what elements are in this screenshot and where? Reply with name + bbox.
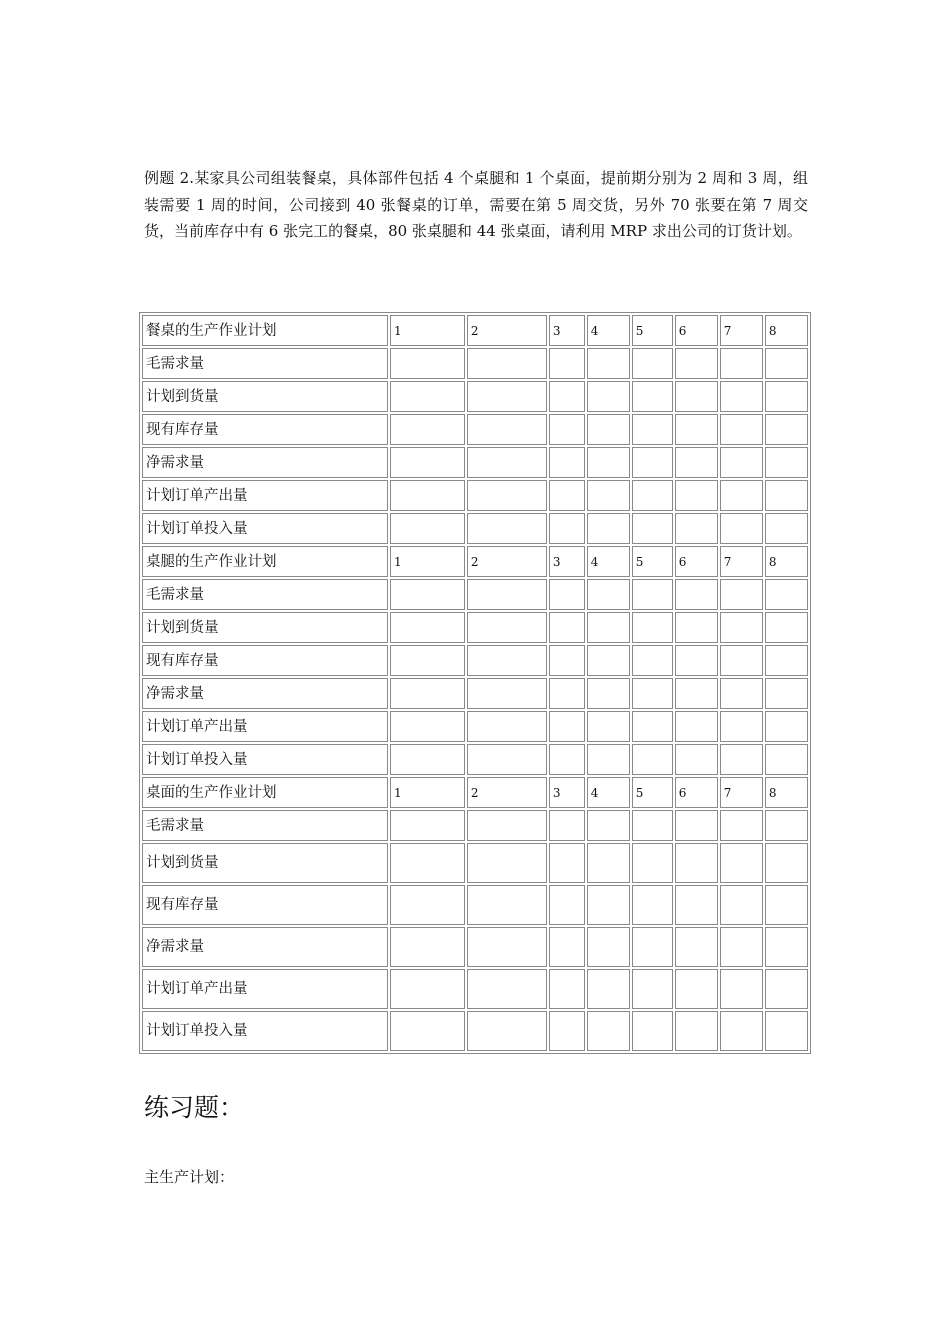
row-label: 计划订单投入量 <box>142 1011 388 1051</box>
period-number: 3 <box>549 315 585 346</box>
empty-cell <box>632 381 673 412</box>
period-number: 4 <box>587 777 630 808</box>
row-label: 毛需求量 <box>142 810 388 841</box>
empty-cell <box>549 381 585 412</box>
plan-row <box>142 744 808 775</box>
period-number: 5 <box>632 777 673 808</box>
empty-cell <box>675 414 718 445</box>
row-label: 净需求量 <box>142 678 388 709</box>
empty-cell <box>675 810 718 841</box>
period-number: 2 <box>467 777 547 808</box>
empty-cell <box>549 348 585 379</box>
empty-cell <box>765 513 808 544</box>
period-number: 6 <box>675 315 718 346</box>
plan-row <box>142 678 808 709</box>
plan-header-row <box>142 777 808 808</box>
plan-row <box>142 810 808 841</box>
empty-cell <box>587 927 630 967</box>
empty-cell <box>765 381 808 412</box>
empty-cell <box>765 348 808 379</box>
empty-cell <box>765 447 808 478</box>
empty-cell <box>632 744 673 775</box>
empty-cell <box>467 744 547 775</box>
row-label: 计划订单产出量 <box>142 969 388 1009</box>
empty-cell <box>549 711 585 742</box>
empty-cell <box>467 414 547 445</box>
empty-cell <box>549 447 585 478</box>
empty-cell <box>632 711 673 742</box>
empty-cell <box>632 348 673 379</box>
empty-cell <box>765 885 808 925</box>
empty-cell <box>467 513 547 544</box>
row-label: 计划到货量 <box>142 381 388 412</box>
empty-cell <box>390 348 465 379</box>
plan-row <box>142 1011 808 1051</box>
empty-cell <box>632 927 673 967</box>
plan-title: 餐桌的生产作业计划 <box>142 315 388 346</box>
row-label: 毛需求量 <box>142 579 388 610</box>
period-number: 5 <box>632 546 673 577</box>
empty-cell <box>467 480 547 511</box>
empty-cell <box>720 810 763 841</box>
plan-row <box>142 414 808 445</box>
empty-cell <box>765 969 808 1009</box>
empty-cell <box>675 711 718 742</box>
exercise-heading: 练习题： <box>144 1093 245 1122</box>
empty-cell <box>720 414 763 445</box>
empty-cell <box>675 513 718 544</box>
empty-cell <box>587 348 630 379</box>
empty-cell <box>675 447 718 478</box>
empty-cell <box>632 678 673 709</box>
row-label: 计划订单产出量 <box>142 480 388 511</box>
period-number: 1 <box>390 777 465 808</box>
empty-cell <box>632 447 673 478</box>
empty-cell <box>390 843 465 883</box>
empty-cell <box>467 927 547 967</box>
empty-cell <box>549 480 585 511</box>
empty-cell <box>587 1011 630 1051</box>
plan-row <box>142 480 808 511</box>
empty-cell <box>720 678 763 709</box>
empty-cell <box>390 447 465 478</box>
row-label: 计划订单投入量 <box>142 513 388 544</box>
empty-cell <box>390 513 465 544</box>
empty-cell <box>587 885 630 925</box>
empty-cell <box>720 612 763 643</box>
empty-cell <box>390 1011 465 1051</box>
empty-cell <box>549 744 585 775</box>
empty-cell <box>587 843 630 883</box>
row-label: 计划订单投入量 <box>142 744 388 775</box>
empty-cell <box>587 513 630 544</box>
empty-cell <box>390 414 465 445</box>
row-label: 现有库存量 <box>142 645 388 676</box>
empty-cell <box>390 645 465 676</box>
empty-cell <box>632 1011 673 1051</box>
empty-cell <box>765 1011 808 1051</box>
empty-cell <box>765 645 808 676</box>
empty-cell <box>720 513 763 544</box>
empty-cell <box>549 843 585 883</box>
empty-cell <box>765 744 808 775</box>
period-number: 5 <box>632 315 673 346</box>
empty-cell <box>675 612 718 643</box>
empty-cell <box>720 711 763 742</box>
period-number: 4 <box>587 315 630 346</box>
mrp-table-body <box>142 315 808 1051</box>
period-number: 8 <box>765 546 808 577</box>
plan-header-row <box>142 546 808 577</box>
plan-row <box>142 513 808 544</box>
empty-cell <box>587 447 630 478</box>
empty-cell <box>549 645 585 676</box>
problem-statement: 例题 2.某家具公司组装餐桌，具体部件包括 4 个桌腿和 1 个桌面，提前期分别为 2 周和 3 周，组装需要 1 周的时间，公司接到 40 张餐桌的订单，需要在第 5 周交货，另外 70 张要在第 7 周交货，当前库存中有 6 张完工的餐桌，80 张桌腿和 44 张桌面，请利用 MRP 求出公司的订货计划。 <box>144 169 808 240</box>
empty-cell <box>720 927 763 967</box>
empty-cell <box>587 810 630 841</box>
empty-cell <box>549 612 585 643</box>
row-label: 计划订单产出量 <box>142 711 388 742</box>
empty-cell <box>587 969 630 1009</box>
empty-cell <box>675 381 718 412</box>
empty-cell <box>549 885 585 925</box>
period-number: 6 <box>675 777 718 808</box>
empty-cell <box>467 1011 547 1051</box>
period-number: 3 <box>549 546 585 577</box>
empty-cell <box>632 645 673 676</box>
period-number: 2 <box>467 315 547 346</box>
master-schedule-label: 主生产计划： <box>144 1168 235 1186</box>
plan-title: 桌面的生产作业计划 <box>142 777 388 808</box>
plan-row <box>142 381 808 412</box>
row-label: 计划到货量 <box>142 612 388 643</box>
empty-cell <box>467 381 547 412</box>
empty-cell <box>467 645 547 676</box>
empty-cell <box>549 414 585 445</box>
empty-cell <box>765 927 808 967</box>
empty-cell <box>390 381 465 412</box>
empty-cell <box>467 969 547 1009</box>
empty-cell <box>675 885 718 925</box>
empty-cell <box>390 480 465 511</box>
empty-cell <box>549 969 585 1009</box>
empty-cell <box>587 744 630 775</box>
empty-cell <box>632 843 673 883</box>
empty-cell <box>390 711 465 742</box>
empty-cell <box>765 612 808 643</box>
empty-cell <box>720 969 763 1009</box>
empty-cell <box>549 1011 585 1051</box>
empty-cell <box>765 480 808 511</box>
empty-cell <box>720 381 763 412</box>
empty-cell <box>720 348 763 379</box>
empty-cell <box>765 579 808 610</box>
empty-cell <box>675 927 718 967</box>
empty-cell <box>467 447 547 478</box>
empty-cell <box>587 381 630 412</box>
empty-cell <box>587 414 630 445</box>
empty-cell <box>720 447 763 478</box>
empty-cell <box>720 843 763 883</box>
empty-cell <box>720 1011 763 1051</box>
empty-cell <box>549 513 585 544</box>
empty-cell <box>632 612 673 643</box>
plan-row <box>142 843 808 883</box>
plan-title: 桌腿的生产作业计划 <box>142 546 388 577</box>
empty-cell <box>467 885 547 925</box>
empty-cell <box>467 678 547 709</box>
row-label: 净需求量 <box>142 447 388 478</box>
period-number: 1 <box>390 546 465 577</box>
empty-cell <box>765 711 808 742</box>
row-label: 计划到货量 <box>142 843 388 883</box>
empty-cell <box>675 645 718 676</box>
empty-cell <box>390 744 465 775</box>
empty-cell <box>549 927 585 967</box>
plan-row <box>142 447 808 478</box>
period-number: 8 <box>765 777 808 808</box>
row-label: 现有库存量 <box>142 885 388 925</box>
empty-cell <box>467 348 547 379</box>
empty-cell <box>720 744 763 775</box>
empty-cell <box>390 678 465 709</box>
empty-cell <box>632 480 673 511</box>
empty-cell <box>632 969 673 1009</box>
empty-cell <box>720 579 763 610</box>
empty-cell <box>587 612 630 643</box>
plan-row <box>142 927 808 967</box>
empty-cell <box>390 885 465 925</box>
period-number: 2 <box>467 546 547 577</box>
period-number: 1 <box>390 315 465 346</box>
plan-row <box>142 969 808 1009</box>
plan-row <box>142 579 808 610</box>
plan-header-row <box>142 315 808 346</box>
plan-row <box>142 885 808 925</box>
plan-row <box>142 645 808 676</box>
period-number: 7 <box>720 546 763 577</box>
period-number: 7 <box>720 777 763 808</box>
empty-cell <box>765 843 808 883</box>
empty-cell <box>467 711 547 742</box>
empty-cell <box>467 843 547 883</box>
empty-cell <box>390 612 465 643</box>
empty-cell <box>675 579 718 610</box>
row-label: 现有库存量 <box>142 414 388 445</box>
empty-cell <box>632 810 673 841</box>
plan-row <box>142 711 808 742</box>
plan-row <box>142 348 808 379</box>
row-label: 毛需求量 <box>142 348 388 379</box>
empty-cell <box>549 579 585 610</box>
mrp-table <box>139 312 811 1054</box>
empty-cell <box>549 678 585 709</box>
period-number: 3 <box>549 777 585 808</box>
empty-cell <box>587 711 630 742</box>
row-label: 净需求量 <box>142 927 388 967</box>
empty-cell <box>675 480 718 511</box>
empty-cell <box>467 612 547 643</box>
empty-cell <box>549 810 585 841</box>
period-number: 6 <box>675 546 718 577</box>
empty-cell <box>765 678 808 709</box>
empty-cell <box>675 678 718 709</box>
empty-cell <box>632 513 673 544</box>
empty-cell <box>675 969 718 1009</box>
empty-cell <box>390 969 465 1009</box>
empty-cell <box>587 579 630 610</box>
empty-cell <box>765 810 808 841</box>
empty-cell <box>675 843 718 883</box>
period-number: 7 <box>720 315 763 346</box>
empty-cell <box>675 1011 718 1051</box>
empty-cell <box>390 927 465 967</box>
empty-cell <box>587 480 630 511</box>
empty-cell <box>467 810 547 841</box>
empty-cell <box>632 579 673 610</box>
period-number: 4 <box>587 546 630 577</box>
empty-cell <box>632 414 673 445</box>
plan-row <box>142 612 808 643</box>
empty-cell <box>632 885 673 925</box>
empty-cell <box>587 645 630 676</box>
empty-cell <box>587 678 630 709</box>
empty-cell <box>390 810 465 841</box>
empty-cell <box>720 885 763 925</box>
empty-cell <box>720 645 763 676</box>
empty-cell <box>675 348 718 379</box>
empty-cell <box>467 579 547 610</box>
period-number: 8 <box>765 315 808 346</box>
empty-cell <box>765 414 808 445</box>
empty-cell <box>675 744 718 775</box>
empty-cell <box>720 480 763 511</box>
empty-cell <box>390 579 465 610</box>
